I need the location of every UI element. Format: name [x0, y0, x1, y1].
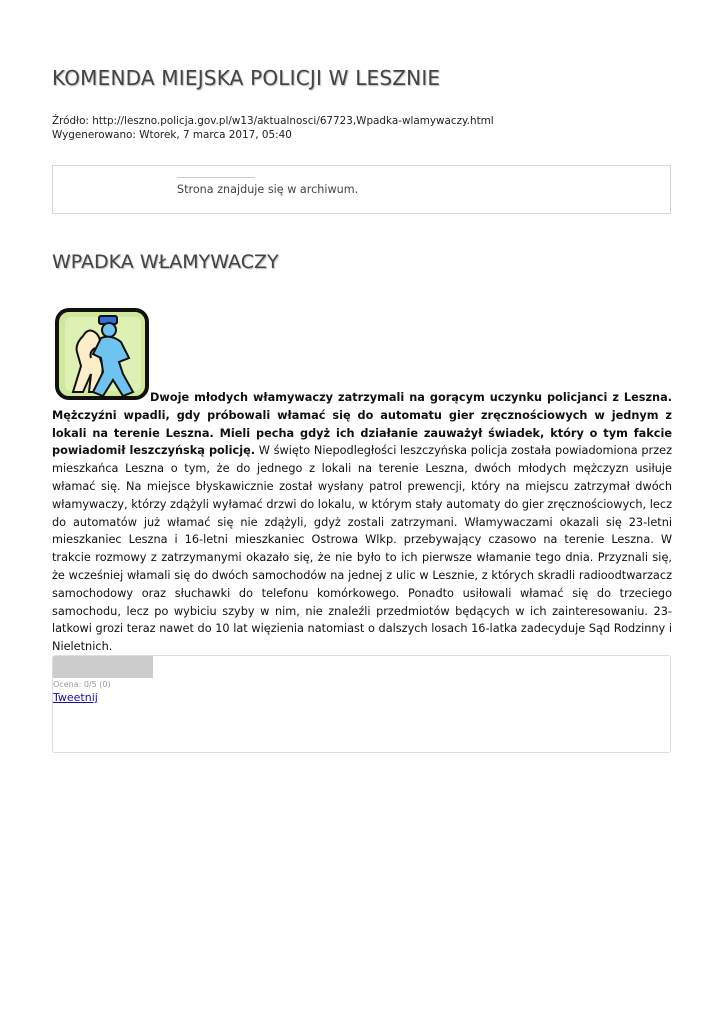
rating-bar[interactable]: [53, 656, 153, 678]
article-body: [52, 389, 672, 656]
document-meta: [52, 114, 494, 142]
archive-divider: [177, 177, 255, 178]
source-line: Źródło: http://leszno.policja.gov.pl/w13/aktualnosci/67723,Wpadka-wlamywaczy.html: [52, 115, 494, 127]
site-title: KOMENDA MIEJSKA POLICJI W LESZNIE: [52, 66, 441, 90]
article-title: WPADKA WŁAMYWACZY: [52, 251, 279, 273]
archive-notice-box: [52, 165, 671, 214]
archive-notice-text: Strona znajduje się w archiwum.: [177, 183, 359, 196]
rating-text: Ocena: 0/5 (0): [53, 680, 111, 689]
article-text: W święto Niepodległości leszczyńska policja została powiadomiona przez mieszkańca Leszna o tym, że do jednego z lokali na terenie Leszna, dwóch młodych mężczyzn usiłuje włamać się. Na miejsce błyskawicznie został wysłany patrol prewencji, który na miejscu zatrzymał dwóch włamywaczy, którzy zdążyli wyłamać drzwi do lokalu, w którym stały automaty do gier zręcznościowych, lecz do automatów już włamać się nie zdążyli, gdyż zostali zatrzymani. Włamywaczami okazali się 23-letni mieszkaniec Leszna i 16-letni mieszkaniec Ostrowa Wlkp. przebywający czasowo na terenie Leszna. W trakcie rozmowy z zatrzymanymi okazało się, że nie było to ich pierwsze włamanie tego dnia. Przyznali się, że wcześniej włamali się do dwóch samochodów na jednej z ulic w Lesznie, z których skradli radioodtwarzacz samochodowy oraz słuchawki do telefonu komórkowego. Ponadto usiłowali włamać się do trzeciego samochodu, lecz po wybiciu szyby w nim, nie znaleźli przedmiotów będących w ich zainteresowaniu. 23-latkowi grozi teraz nawet do 10 lat więzienia natomiast o dalszych losach 16-latka zadecyduje Sąd Rodzinny i Nieletnich.: [52, 444, 672, 654]
police-officer-arrest-icon: [55, 308, 149, 400]
rating-box: [52, 655, 671, 753]
article-lead: Dwoje młodych włamywaczy zatrzymali na gorącym uczynku policjanci z Leszna. Mężczyźni wpadli, gdy próbowali włamać się do automatu gier zręcznościowych w jednym z lokali na terenie Leszna. Mieli pecha gdyż ich działanie zauważył świadek, który o tym fakcie powiadomił leszczyńską policję.: [52, 391, 672, 458]
generated-line: Wygenerowano: Wtorek, 7 marca 2017, 05:40: [52, 129, 292, 141]
tweet-link[interactable]: Tweetnij: [53, 691, 98, 704]
